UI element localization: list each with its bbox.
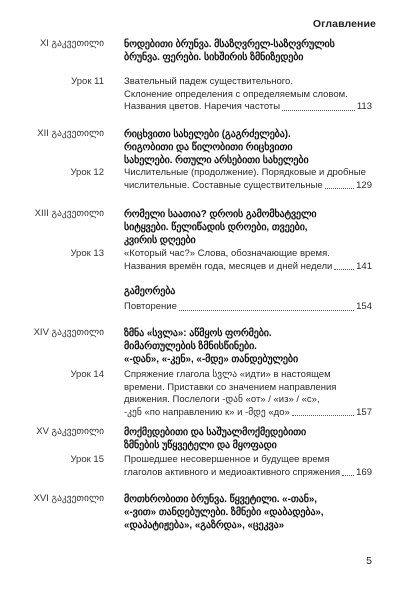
lesson-last-line bbox=[124, 301, 372, 314]
leader-dots bbox=[292, 414, 354, 416]
page-number-ref: 154 bbox=[356, 301, 372, 312]
lesson-last-line bbox=[124, 261, 372, 274]
unit-label: XVI გაკვეთილი bbox=[33, 493, 104, 504]
unit-label: XV გაკვეთილი bbox=[36, 426, 104, 437]
lesson-last-line bbox=[124, 180, 372, 193]
lesson-desc-line: Названия времён года, месяцев и дней недели bbox=[124, 260, 333, 272]
lesson-desc-line: «Который час?» Слова, обозначающие время. bbox=[124, 248, 330, 259]
leader-dots bbox=[282, 109, 355, 111]
page-number-ref: 169 bbox=[356, 466, 372, 478]
unit-title-line: მოქმედებითი და საშუალმოქმედებითი bbox=[124, 427, 307, 438]
lesson-desc-line: Названия цветов. Наречия частоты bbox=[124, 101, 281, 113]
page-number-ref: 141 bbox=[356, 260, 372, 272]
lesson-desc-line: Прошедшее несовершенное и будущее время bbox=[124, 454, 330, 465]
unit-title bbox=[124, 38, 372, 64]
lesson-desc-line: движения. Послелоги -დან «от» / «из» / «с», bbox=[124, 394, 320, 406]
page-number: 5 bbox=[366, 555, 372, 567]
page-number-ref: 157 bbox=[356, 406, 372, 418]
review-label: Повторение bbox=[124, 301, 177, 312]
lesson-label: Урок 15 bbox=[70, 454, 104, 465]
unit-title bbox=[124, 128, 372, 168]
unit-title bbox=[124, 426, 372, 452]
lesson-desc-line: глаголов активного и медиоактивного спряжения bbox=[124, 466, 341, 478]
unit-title bbox=[124, 493, 372, 533]
lesson-desc-line: -კენ «по направлению к» и -მდე «до» bbox=[124, 406, 290, 418]
lesson-desc-line: числительные. Составные существительные bbox=[124, 179, 323, 191]
unit-title-line: «-დან», «-კენ», «-მდე» თანდებულები bbox=[124, 354, 299, 366]
unit-label: XI გაკვეთილი bbox=[39, 38, 104, 49]
leader-dots bbox=[179, 309, 354, 311]
lesson-desc-line: Склонение определения с определяемым словом. bbox=[124, 88, 348, 100]
unit-title-line: მიმართულების ზმნისწინები. bbox=[124, 341, 257, 353]
unit-title-line: რიცხვითი სახელები (გაგრძელება). bbox=[124, 129, 291, 140]
unit-title-line: ზმნების უწყვეტელი და მყოფადი bbox=[124, 440, 277, 452]
unit-title-line: სიტყვები. წელიწადის დროები, თვეები, bbox=[124, 222, 308, 234]
lesson-label: Урок 13 bbox=[70, 248, 104, 259]
lesson-last-line bbox=[124, 101, 372, 114]
unit-title bbox=[124, 208, 372, 248]
lesson-last-line bbox=[124, 407, 372, 420]
leader-dots bbox=[334, 268, 354, 270]
unit-title-line: კვირის დღეები bbox=[124, 235, 196, 247]
lesson-label: Урок 14 bbox=[70, 369, 104, 380]
lesson-desc-line: Звательный падеж существительного. bbox=[124, 76, 293, 87]
page-header-title: Оглавление bbox=[312, 18, 376, 30]
unit-label: XII გაკვეთილი bbox=[37, 128, 104, 139]
unit-title-line: რომელი საათია? დროის გამომხატველი bbox=[124, 209, 317, 220]
unit-title-line: მოთხრობითი ბრუნვა. წყვეტილი. «-თან», bbox=[124, 494, 317, 505]
unit-title-line: ზმნა «სვლა»: აწმყოს ფორმები. bbox=[124, 328, 272, 339]
lesson-desc-line: Числительные (продолжение). Порядковые и дробные bbox=[124, 167, 366, 178]
unit-label: XIV გაკვეთილი bbox=[33, 327, 104, 338]
review-title: გამეორება bbox=[124, 286, 176, 297]
unit-label: XIII გაკვეთილი bbox=[34, 208, 104, 219]
lesson-label: Урок 12 bbox=[70, 167, 104, 178]
lesson-last-line bbox=[124, 467, 372, 480]
unit-title-line: «-ვით» თანდებულები. ზმნები «დაბადება», bbox=[124, 507, 324, 519]
lesson-desc-line: Спряжение глагола სვლა «идти» в настоящем bbox=[124, 369, 331, 380]
lesson-label: Урок 11 bbox=[71, 76, 104, 87]
page-number-ref: 113 bbox=[356, 101, 372, 113]
leader-dots bbox=[325, 187, 354, 189]
unit-title-line: ნოდებითი ბრუნვა. მსაზღვრელ-საზღვრულის bbox=[124, 39, 335, 50]
page-number-ref: 129 bbox=[356, 179, 372, 191]
unit-title-line: რიგობითი და წილობითი რიცხვითი bbox=[124, 142, 293, 154]
unit-title bbox=[124, 327, 372, 367]
lesson-desc-line: времени. Приставки со значением направления bbox=[124, 381, 337, 393]
unit-title-line: სახელები. რთული არსებითი სახელები bbox=[124, 155, 309, 167]
unit-title-line: «დაპატიჟება», «გაზრდა», «ცეკვა» bbox=[124, 520, 285, 532]
unit-title-line: ბრუნვა. ფერები. სიხშირის ზმნიზედები bbox=[124, 52, 304, 64]
leader-dots bbox=[342, 474, 354, 476]
